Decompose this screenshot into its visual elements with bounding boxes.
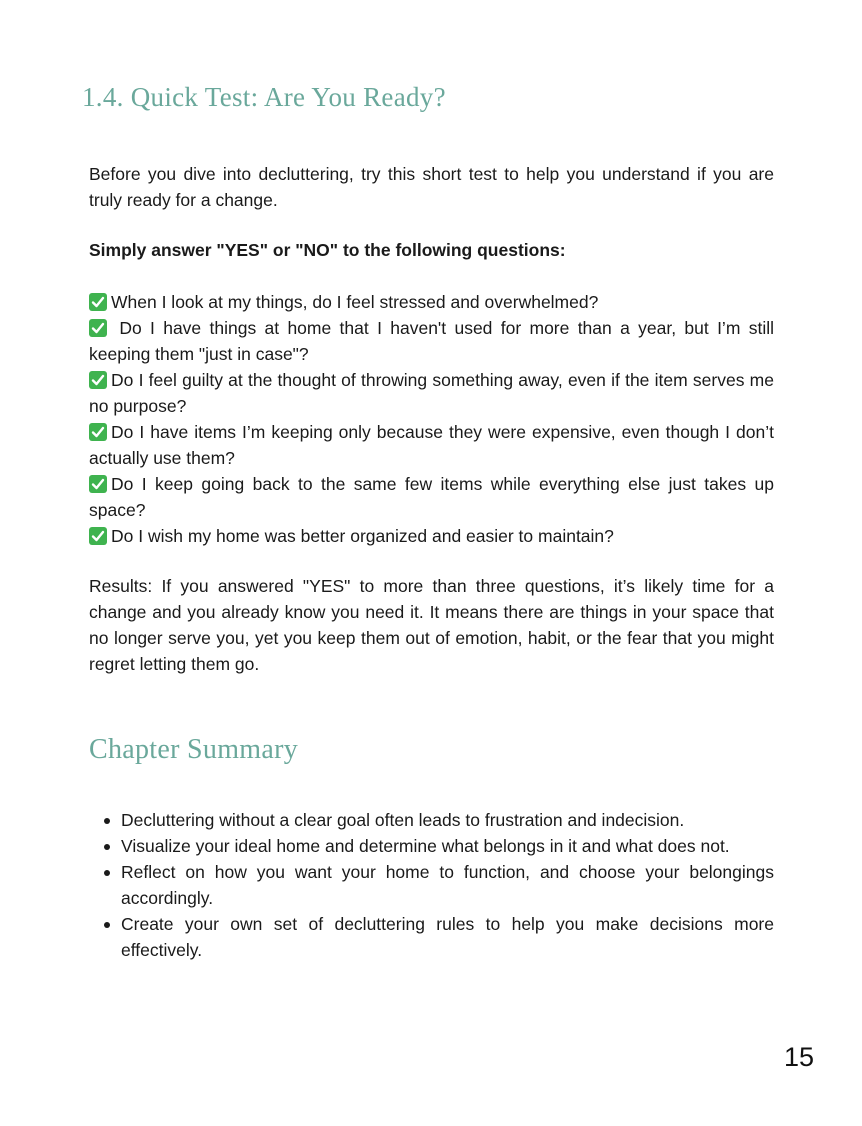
question-text: Do I keep going back to the same few items while everything else just takes up space? — [89, 474, 774, 520]
question-text: Do I have items I’m keeping only because they were expensive, even though I don’t actually use them? — [89, 422, 774, 468]
summary-item-text: Create your own set of decluttering rules to help you make decisions more effectively. — [121, 914, 774, 960]
bullet-icon — [104, 922, 110, 928]
question-text: Do I have things at home that I haven't used for more than a year, but I’m still keeping them "just in case"? — [89, 318, 774, 364]
check-mark-icon — [89, 527, 107, 545]
summary-item-text: Reflect on how you want your home to function, and choose your belongings accordingly. — [121, 862, 774, 908]
section-heading: 1.4. Quick Test: Are You Ready? — [82, 82, 446, 112]
question-text: Do I wish my home was better organized and easier to maintain? — [111, 526, 614, 546]
question-text: Do I feel guilty at the thought of throwing something away, even if the item serves me no purpose? — [89, 370, 774, 416]
summary-item-text: Visualize your ideal home and determine what belongs in it and what does not. — [121, 836, 730, 856]
summary-list — [89, 807, 774, 963]
summary-item-text: Decluttering without a clear goal often leads to frustration and indecision. — [121, 810, 685, 830]
summary-item — [89, 833, 774, 859]
question-text: When I look at my things, do I feel stressed and overwhelmed? — [111, 292, 599, 312]
check-mark-icon — [89, 319, 107, 337]
question-item — [89, 289, 774, 315]
chapter-summary-heading: Chapter Summary — [89, 734, 299, 765]
question-item — [89, 315, 774, 367]
check-mark-icon — [89, 475, 107, 493]
instruction-text: Simply answer "YES" or "NO" to the following questions: — [89, 240, 566, 260]
intro-paragraph: Before you dive into decluttering, try this short test to help you understand if you are truly ready for a change. — [89, 164, 774, 210]
check-mark-icon — [89, 371, 107, 389]
question-item — [89, 523, 774, 549]
summary-item — [89, 807, 774, 833]
results-paragraph: Results: If you answered "YES" to more than three questions, it’s likely time for a change and you already know you need it. It means there are things in your space that no longer serve you, yet you keep them out of emotion, habit, or the fear that you might regret letting them go. — [89, 576, 774, 674]
page-number: 15 — [783, 1042, 814, 1072]
check-mark-icon — [89, 423, 107, 441]
summary-item — [89, 911, 774, 963]
question-item — [89, 367, 774, 419]
summary-item — [89, 859, 774, 911]
bullet-icon — [104, 818, 110, 824]
question-list — [89, 289, 774, 549]
question-item — [89, 419, 774, 471]
bullet-icon — [104, 844, 110, 850]
check-mark-icon — [89, 293, 107, 311]
bullet-icon — [104, 870, 110, 876]
question-item — [89, 471, 774, 523]
